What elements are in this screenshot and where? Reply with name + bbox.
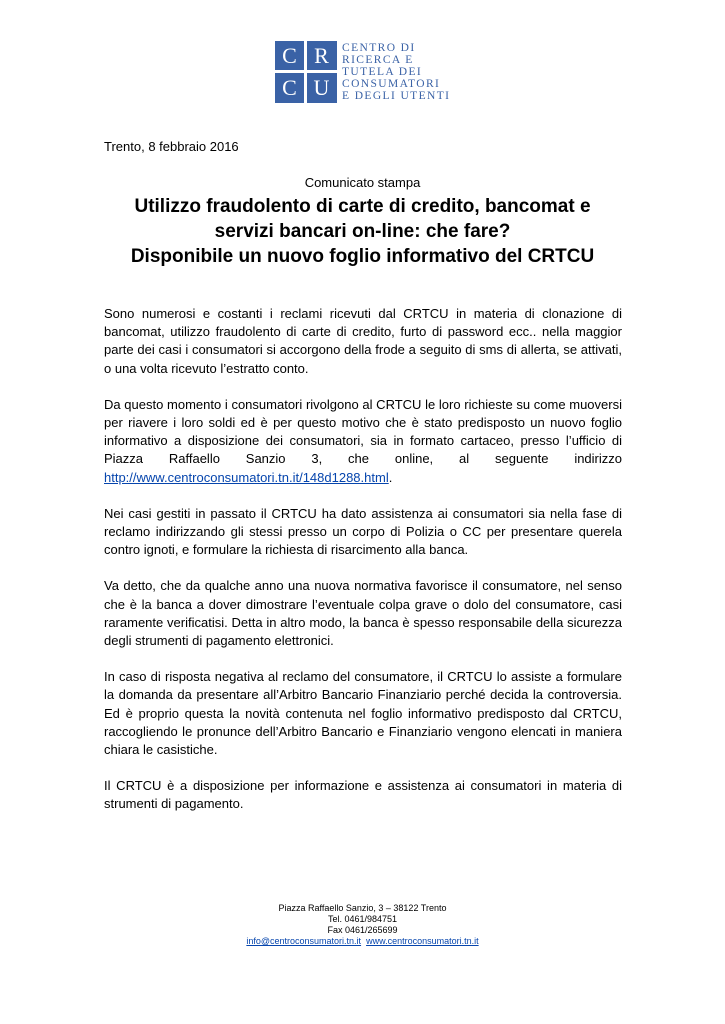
- footer-links: [0, 936, 725, 947]
- press-release-title: [80, 194, 645, 269]
- footer-fax: Fax 0461/265699: [327, 925, 398, 935]
- logo-letter-c1: C: [282, 43, 297, 68]
- logo-line-1: CENTRO DI: [342, 42, 416, 54]
- paragraph-6: Il CRTCU è a disposizione per informazione e assistenza ai consumatori in materia di strumenti di pagamento.: [104, 778, 622, 812]
- footer-contacts: [0, 903, 725, 947]
- logo-letter-u: U: [313, 75, 330, 100]
- footer-address: Piazza Raffaello Sanzio, 3 – 38122 Trento: [278, 903, 447, 913]
- logo-line-4: CONSUMATORI: [342, 78, 441, 90]
- logo-wordmark: [342, 42, 450, 102]
- paragraph-4: Va detto, che da qualche anno una nuova normativa favorisce il consumatore, nel senso che è la banca a dover dimostrare l’eventuale colpa grave o dolo del consumatore, casi raramente verificatisi. Detta in altro modo, la banca è spesso responsabile della sicurezza degli strumenti di pagamento elettronici.: [104, 578, 622, 649]
- footer-email-link[interactable]: info@centroconsumatori.tn.it: [246, 936, 362, 946]
- logo-line-5: E DEGLI UTENTI: [342, 90, 451, 102]
- logo-cross-vertical: [304, 41, 307, 103]
- footer-tel: Tel. 0461/984751: [327, 914, 398, 924]
- title-line-3: Disponibile un nuovo foglio informativo del CRTCU: [130, 246, 595, 267]
- paragraph-3: Nei casi gestiti in passato il CRTCU ha dato assistenza ai consumatori sia nella fase di reclamo indirizzando gli stessi presso un corpo di Polizia o CC per presentare querela contro ignoti, e formulare la richiesta di risarcimento alla banca.: [104, 505, 622, 558]
- title-line-1: Utilizzo fraudolento di carte di credito, bancomat e: [134, 196, 591, 217]
- paragraph-1: Sono numerosi e costanti i reclami ricevuti dal CRTCU in materia di clonazione di bancomat, utilizzo fraudolento di carte di credito, furto di password ecc.. nella maggior parte dei casi i consumatori si accorgono della frode a seguito di sms di allerta, se attivati, o una volta ricevuto l’estratto conto.: [104, 306, 622, 376]
- paragraph-2-text: Da questo momento i consumatori rivolgono al CRTCU le loro richieste su come muoversi per riavere i loro soldi ed è per questo motivo che è stato predisposto un nuovo foglio informativo a disposizione dei consumatori, sia in formato cartaceo, presso l’ufficio di Piazza Raffaello Sanzio 3, che online, al seguente indirizzo: [104, 396, 622, 467]
- logo-letter-c2: C: [282, 75, 297, 100]
- crtcu-logo: [275, 41, 451, 105]
- footer-website-link[interactable]: www.centroconsumatori.tn.it: [366, 936, 479, 946]
- logo-line-2: RICERCA E: [342, 54, 414, 66]
- press-release-label: Comunicato stampa: [304, 175, 421, 190]
- paragraph-5: In caso di risposta negativa al reclamo del consumatore, il CRTCU lo assiste a formulare la domanda da presentare all’Arbitro Bancario Finanziario perché decida la controversia. Ed è proprio questa la novità contenuta nel foglio informativo predisposto dal CRTCU, raccogliendo le pronunce dell’Arbitro Bancario e Finanziario vengono elencati in maniera chiara le casistiche.: [104, 669, 622, 758]
- info-sheet-link[interactable]: http://www.centroconsumatori.tn.it/148d1288.html: [104, 469, 389, 485]
- paragraph-2: [104, 396, 622, 487]
- paragraph-2-end: .: [388, 469, 393, 485]
- logo-line-3: TUTELA DEI: [342, 66, 423, 78]
- title-line-2: servizi bancari on-line: che fare?: [214, 221, 511, 242]
- logo-letter-r: R: [314, 43, 329, 68]
- document-date: Trento, 8 febbraio 2016: [104, 139, 239, 154]
- logo-mark: [275, 41, 337, 103]
- press-release-body: [104, 305, 622, 832]
